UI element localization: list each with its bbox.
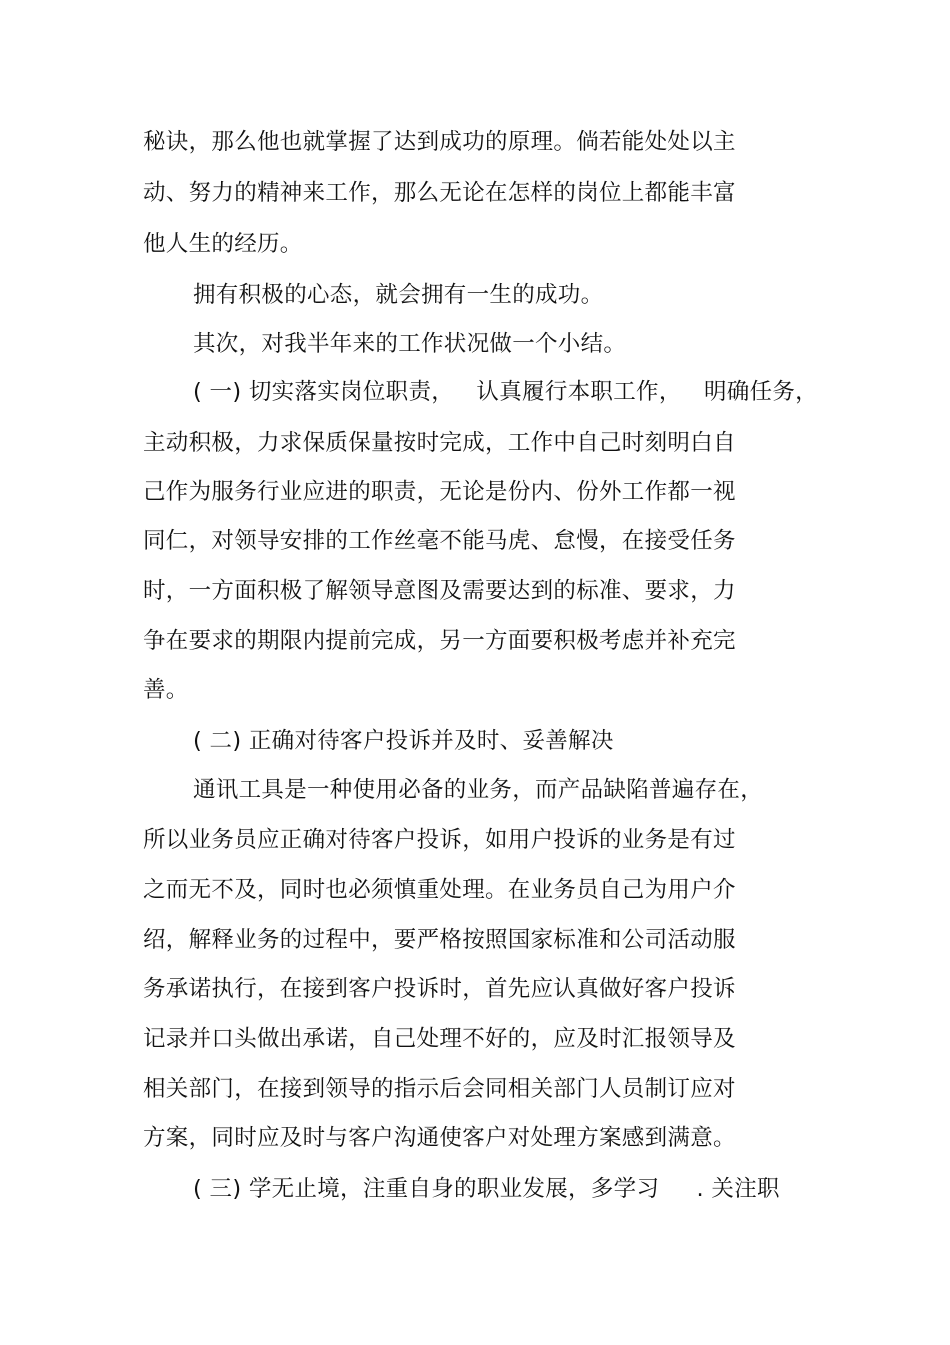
paragraph-line-9: 同仁，对领导安排的工作丝毫不能马虎、怠慢，在接受任务 [143,528,736,554]
paragraph-line-16: 之而无不及，同时也必须慎重处理。在业务员自己为用户介 [143,877,736,903]
paragraph-line-7: 主动积极，力求保质保量按时完成，工作中自己时刻明白自 [143,430,736,456]
section-heading-2: ( 二) 正确对待客户投诉并及时、妥善解决 [193,728,614,754]
paragraph-line-20: 相关部门，在接到领导的指示后会同相关部门人员制订应对 [143,1076,736,1102]
paragraph-line-1: 秘诀，那么他也就掌握了达到成功的原理。倘若能处处以主 [143,129,736,155]
paragraph-line-19: 记录并口头做出承诺，自己处理不好的，应及时汇报领导及 [143,1026,736,1052]
paragraph-line-8: 己作为服务行业应进的职责，无论是份内、份外工作都一视 [143,479,736,505]
paragraph-line-5: 其次，对我半年来的工作状况做一个小结。 [193,331,627,357]
paragraph-line-10: 时，一方面积极了解领导意图及需要达到的标准、要求，力 [143,578,736,604]
paragraph-line-3: 他人生的经历。 [143,231,303,257]
section-heading-3: ( 三) 学无止境，注重自身的职业发展，多学习 . 关注职 [193,1176,780,1202]
paragraph-line-2: 动、努力的精神来工作，那么无论在怎样的岗位上都能丰富 [143,180,736,206]
paragraph-line-11: 争在要求的期限内提前完成，另一方面要积极考虑并补充完 [143,628,736,654]
paragraph-line-14: 通讯工具是一种使用必备的业务，而产品缺陷普遍存在， [193,777,764,803]
paragraph-line-17: 绍，解释业务的过程中，要严格按照国家标准和公司活动服 [143,927,736,953]
section-heading-1: ( 一) 切实落实岗位职责， 认真履行本职工作， 明确任务， [193,379,818,405]
paragraph-line-18: 务承诺执行，在接到客户投诉时，首先应认真做好客户投诉 [143,976,736,1002]
paragraph-line-21: 方案，同时应及时与客户沟通使客户对处理方案感到满意。 [143,1125,736,1151]
paragraph-line-12: 善。 [143,677,189,703]
paragraph-line-15: 所以业务员应正确对待客户投诉，如用户投诉的业务是有过 [143,827,736,853]
paragraph-line-4: 拥有积极的心态，就会拥有一生的成功。 [193,282,604,308]
